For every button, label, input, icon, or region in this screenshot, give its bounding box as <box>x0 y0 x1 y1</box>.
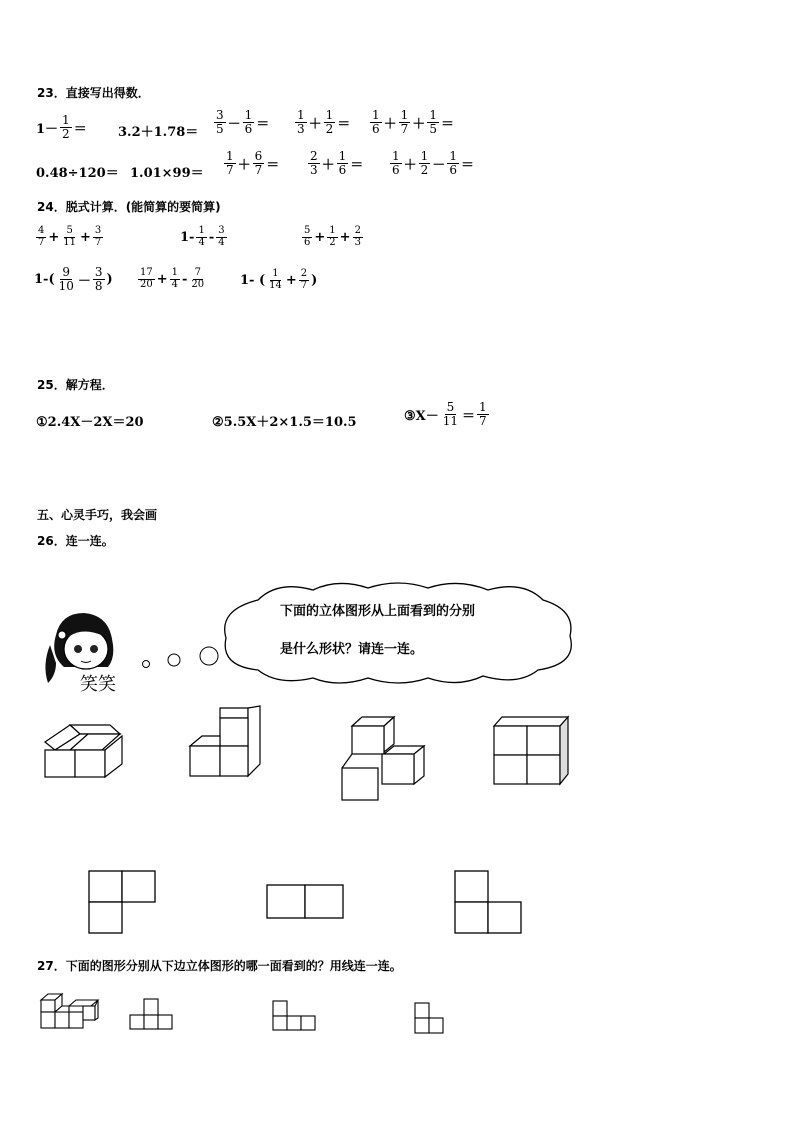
q23-r2-e5: $\frac{1}{6}$ ＋ $\frac{1}{2}$ － $\frac{1}{6}$ ＝ <box>392 149 474 177</box>
q24-e2: 1- $\frac{1}{4}$ - $\frac{3}{4}$ <box>180 225 225 248</box>
q23-r1-e3: $\frac{3}{5}$ － $\frac{1}{6}$ ＝ <box>216 108 270 136</box>
q26-solid-2 <box>186 704 266 780</box>
q26-solid-4 <box>490 714 572 788</box>
q26-title: 26．连一连。 <box>37 534 114 548</box>
q26-view-2 <box>264 882 348 922</box>
q27-view-2 <box>270 998 322 1034</box>
q26-solid-3 <box>338 714 434 804</box>
q23-r1-e4: $\frac{1}{3}$ ＋ $\frac{1}{2}$ ＝ <box>297 108 351 136</box>
q27-solid <box>38 992 104 1034</box>
q23-r1-e1: 1－ $\frac{1}{2}$ ＝ <box>36 113 87 141</box>
q23-title: 23．直接写出得数． <box>37 86 150 100</box>
q23-r1-e5: $\frac{1}{6}$ ＋ $\frac{1}{7}$ ＋ $\frac{1}{5}$ ＝ <box>372 108 454 136</box>
q24-e3: $\frac{5}{6}$ + $\frac{1}{2}$ + $\frac{2}{3}$ <box>304 225 361 248</box>
q23-r2-e3: $\frac{1}{7}$ ＋ $\frac{6}{7}$ ＝ <box>226 149 280 177</box>
q25-eq2: ②5.5X＋2×1.5＝10.5 <box>212 415 357 430</box>
q26-solid-1 <box>40 720 140 782</box>
section5-heading: 五、心灵手巧，我会画 <box>37 508 158 522</box>
q23-r2-e2: 1.01×99＝ <box>130 166 204 181</box>
q26-view-3 <box>452 868 528 936</box>
girl-caption: 笑笑 <box>80 674 116 695</box>
q23-r2-e4: $\frac{2}{3}$ ＋ $\frac{1}{6}$ ＝ <box>310 149 364 177</box>
q25-eq3: ③X－ $\frac{5}{11}$ ＝ $\frac{1}{7}$ <box>404 400 487 428</box>
q27-view-3 <box>412 1000 450 1038</box>
q27-view-1 <box>128 996 178 1034</box>
girl-eye-left <box>74 645 82 653</box>
thought-cloud <box>218 578 580 688</box>
bubble-text-line2: 是什么形状？请连一连。 <box>280 642 424 657</box>
girl-eye-right <box>90 645 98 653</box>
q23-r1-e2: 3.2＋1.78＝ <box>118 125 199 140</box>
bubble-text-line1: 下面的立体图形从上面看到的分别 <box>280 604 476 619</box>
q24-e1: $\frac{4}{7}$ + $\frac{5}{11}$ + $\frac{3}{7}$ <box>38 225 102 248</box>
q25-eq1: ①2.4X－2X＝20 <box>36 415 144 430</box>
q24-e5: $\frac{17}{20}$ + $\frac{1}{4}$ - $\frac{7}{20}$ <box>140 267 205 290</box>
q24-e4: 1-( $\frac{9}{10}$ － $\frac{3}{8}$ ) <box>34 265 113 293</box>
q24-e6: 1- ( $\frac{1}{14}$ + $\frac{2}{7}$ ) <box>240 268 318 291</box>
q23-r2-e1: 0.48÷120＝ <box>36 166 119 181</box>
q24-title: 24．脱式计算．(能简算的要简算) <box>37 200 221 214</box>
thought-dots <box>138 642 228 672</box>
q25-title: 25．解方程． <box>37 378 114 392</box>
q27-title: 27．下面的图形分别从下边立体图形的哪一面看到的？用线连一连。 <box>37 959 402 973</box>
q26-view-1 <box>86 868 160 936</box>
